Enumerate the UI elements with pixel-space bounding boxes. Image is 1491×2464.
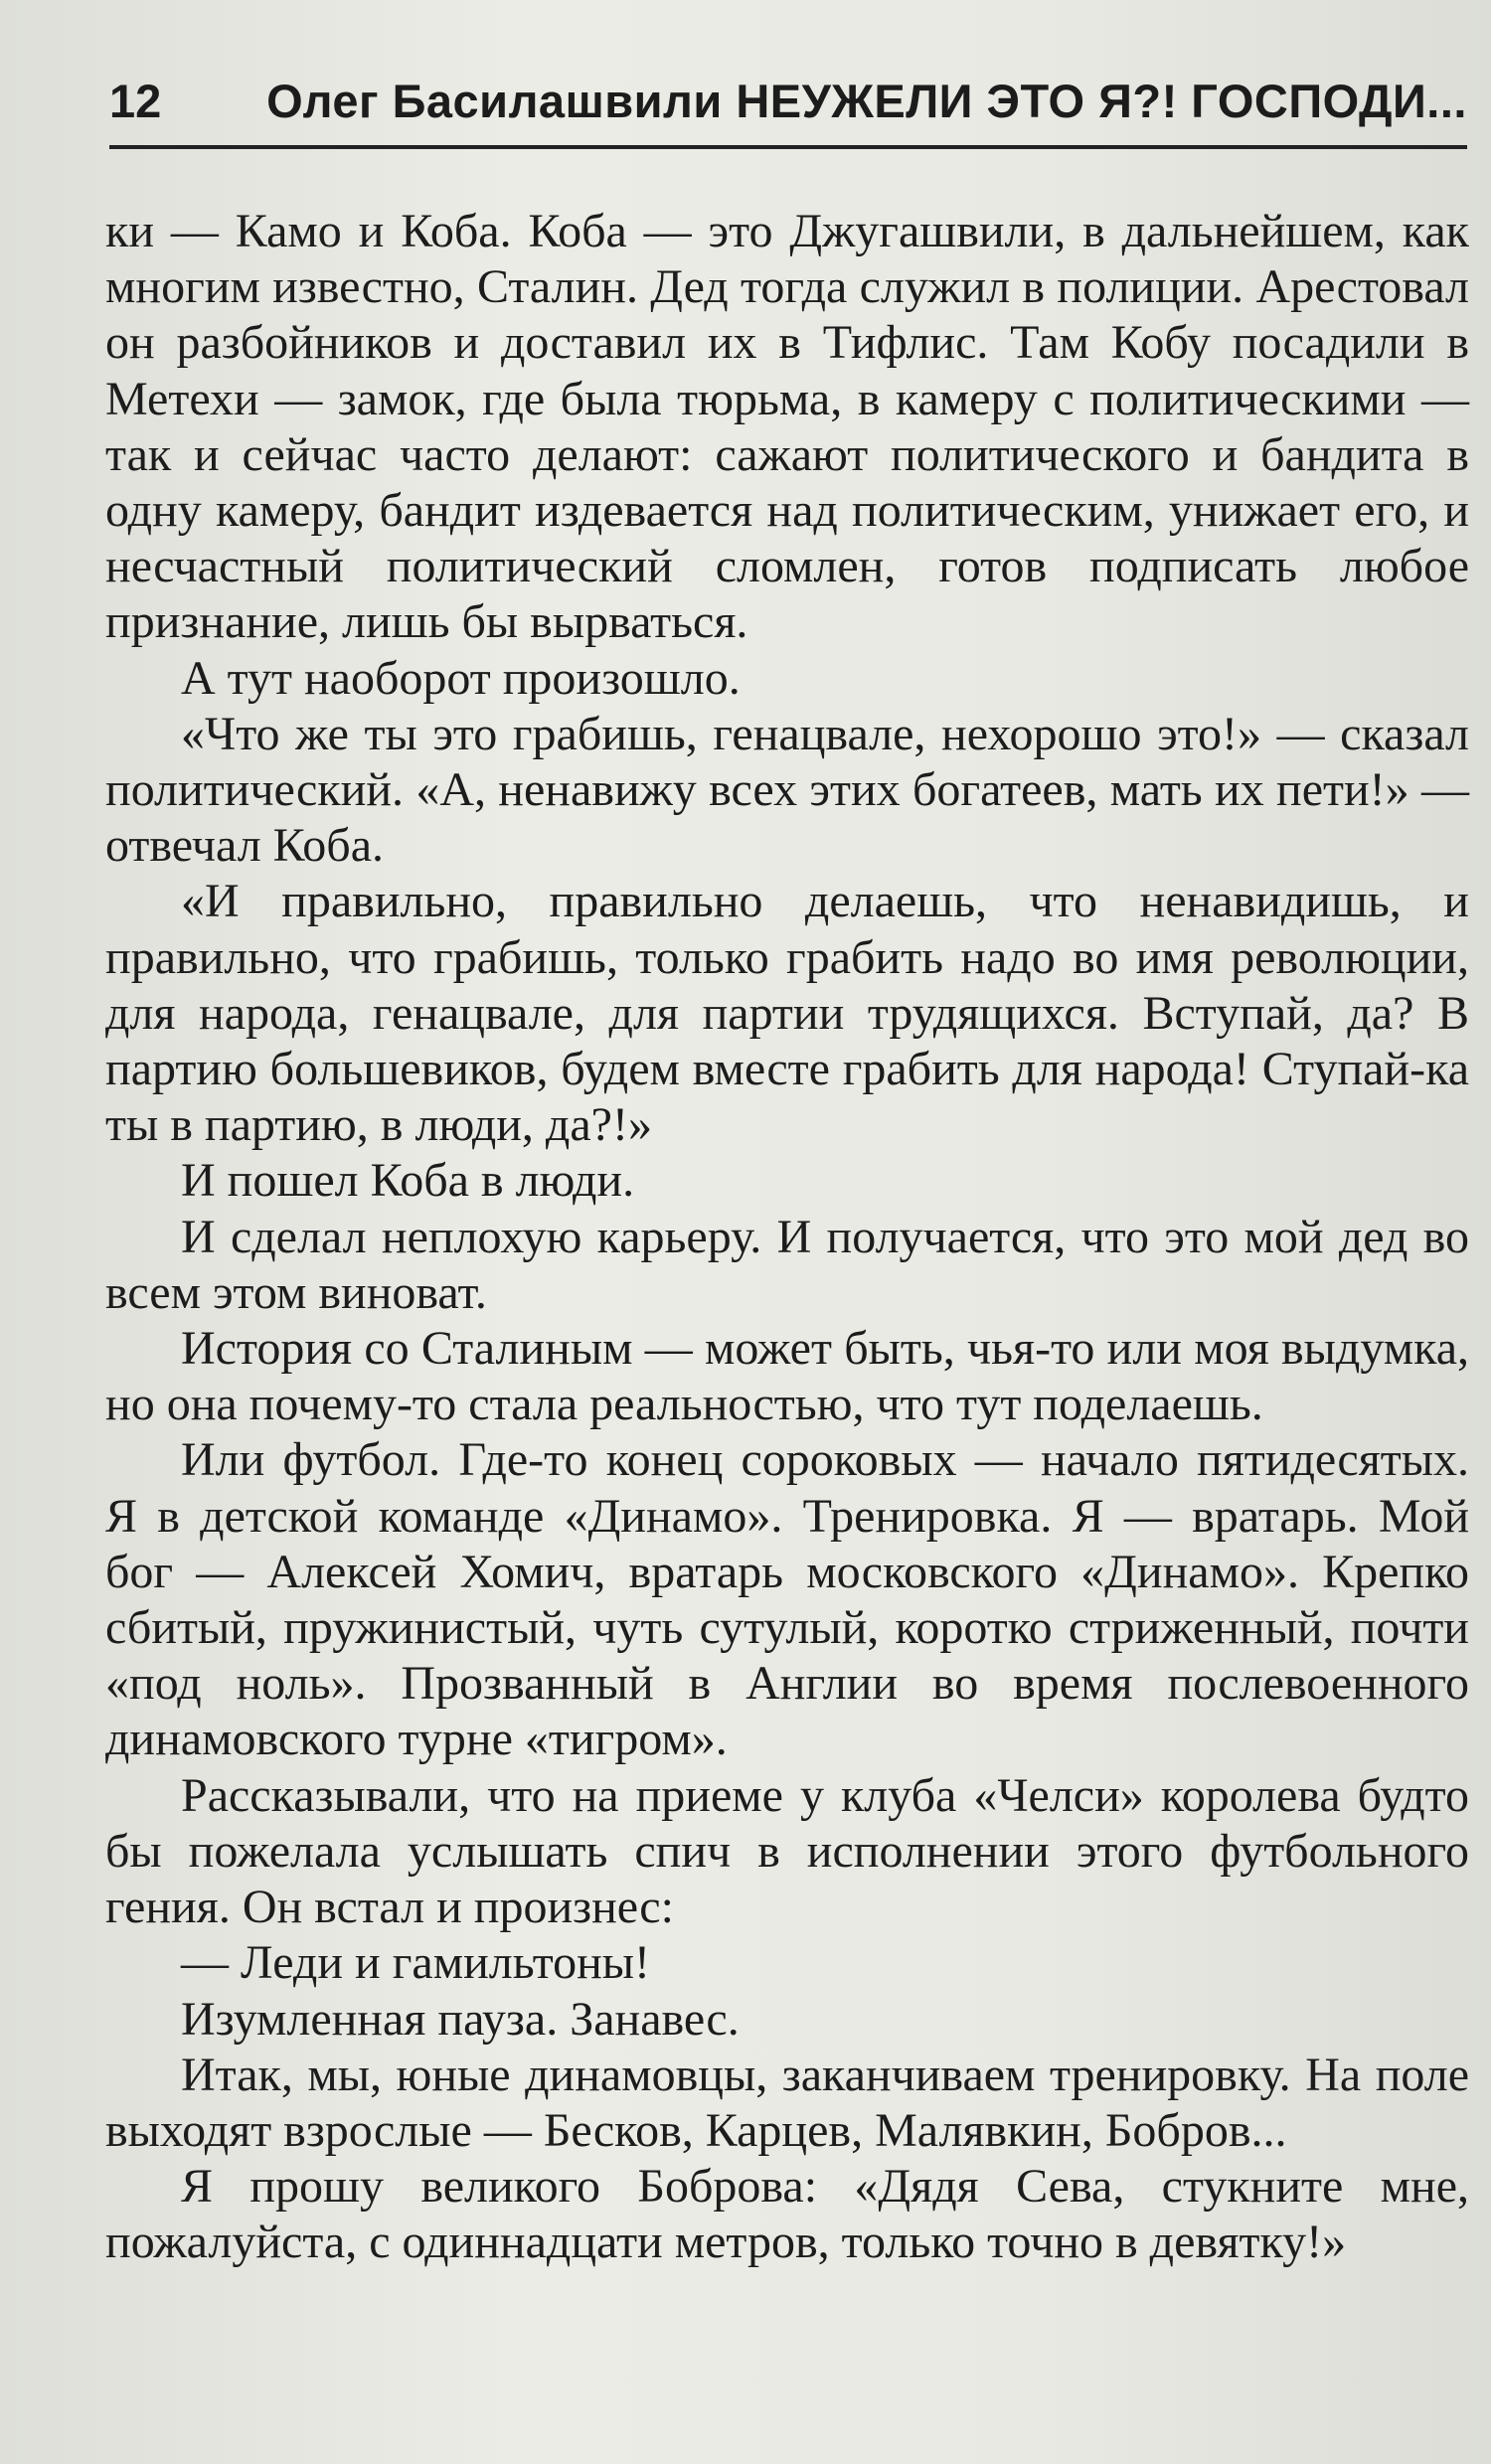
paragraph: Я прошу великого Боброва: «Дядя Сева, стукните мне, пожалуйста, с одиннадцати метров, только точно в девятку!» bbox=[105, 2160, 1469, 2269]
running-header bbox=[109, 58, 1467, 149]
paragraph: А тут наоборот произошло. bbox=[181, 651, 741, 705]
page-number: 12 bbox=[109, 75, 162, 127]
paragraph: ки — Камо и Коба. Коба — это Джугашвили, в дальнейшем, как многим известно, Сталин. Дед тогда служил в полиции. Арестовал он разбойников и доставил их в Тифлис. Там Кобу посадили в Метехи — замок, где была тюрьма, в камеру с политическими — так и сейчас часто делают: сажают политического и бандита в одну камеру, бандит издевается над политическим, унижает его, и несчастный политический сломлен, готов подписать любое признание, лишь бы вырваться. bbox=[105, 205, 1469, 649]
paragraph: Изумленная пауза. Занавес. bbox=[181, 1992, 740, 2046]
paragraph: История со Сталиным — может быть, чья-то или моя выдумка, но она почему-то стала реальностью, что тут поделаешь. bbox=[105, 1322, 1469, 1431]
paragraph: И пошел Коба в люди. bbox=[181, 1154, 635, 1208]
paragraph: «И правильно, правильно делаешь, что ненавидишь, и правильно, что грабишь, только грабить надо во имя революции, для народа, генацвале, для партии трудящихся. Вступай, да? В партию большевиков, будем вместе грабить для народа! Ступай-ка ты в партию, в люди, да?!» bbox=[105, 875, 1469, 1152]
paragraph: И сделал неплохую карьеру. И получается, что это мой дед во всем этом виноват. bbox=[105, 1210, 1469, 1319]
paragraph: — Леди и гамильтоны! bbox=[181, 1936, 651, 1990]
paragraph: «Что же ты это грабишь, генацвале, нехорошо это!» — сказал политический. «А, ненавижу всех этих богатеев, мать их пети!» — отвечал Коба. bbox=[105, 707, 1469, 873]
body-text bbox=[105, 204, 1469, 2271]
running-title: Олег Басилашвили НЕУЖЕЛИ ЭТО Я?! ГОСПОДИ... bbox=[266, 75, 1467, 127]
paragraph: Или футбол. Где-то конец сороковых — начало пятидесятых. Я в детской команде «Динамо». Тренировка. Я — вратарь. Мой бог — Алексей Хомич, вратарь московского «Динамо». Крепко сбитый, пружинистый, чуть сутулый, коротко стриженный, почти «под ноль». Прозванный в Англии во время послевоенного динамовского турне «тигром». bbox=[105, 1433, 1469, 1766]
paragraph: Рассказывали, что на приеме у клуба «Челси» королева будто бы пожелала услышать спич в исполнении этого футбольного гения. Он встал и произнес: bbox=[105, 1768, 1469, 1934]
paragraph: Итак, мы, юные динамовцы, заканчиваем тренировку. На поле выходят взрослые — Бесков, Карцев, Малявкин, Бобров... bbox=[105, 2048, 1469, 2157]
